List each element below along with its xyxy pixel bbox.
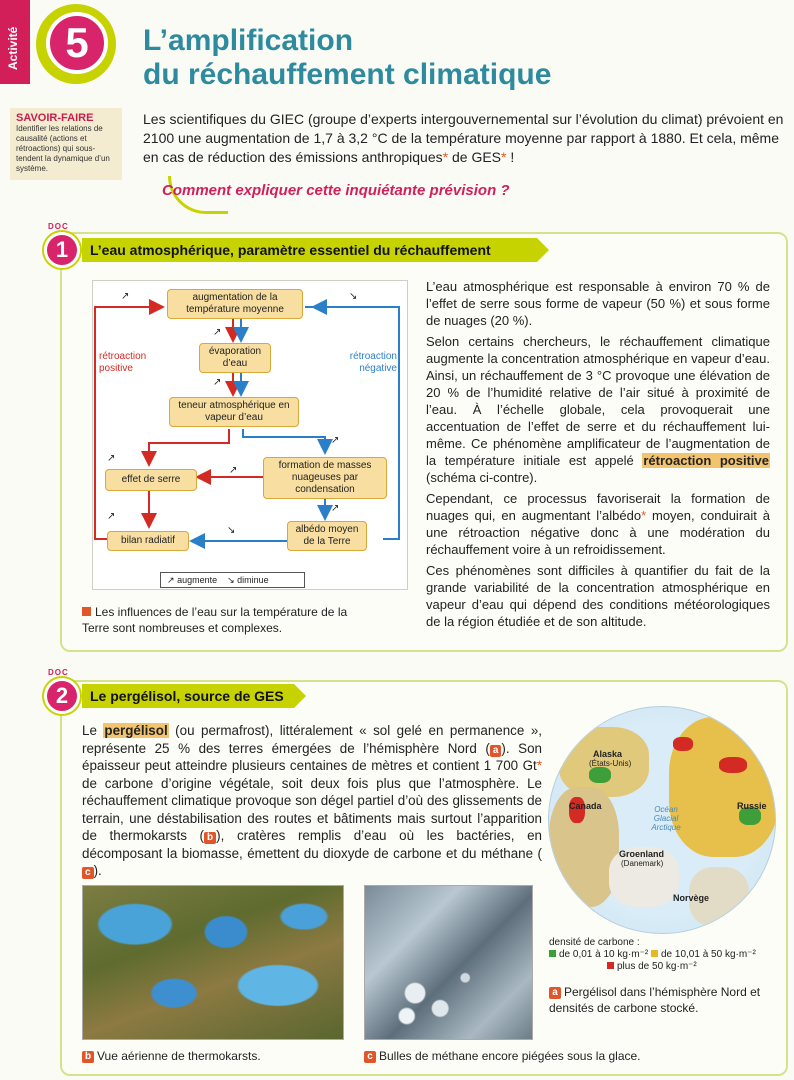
ref-label-b: b [204,832,216,844]
title-line-2: du réchauffement climatique [143,58,552,91]
legend-swatch-low [549,950,556,957]
map-low-density-patch [589,767,611,783]
decrease-icon: ↘ [227,575,235,585]
activity-number: 5 [46,12,108,74]
box-water-vapor-content: teneur atmosphérique en vapeur d’eau [169,397,299,427]
doc2-text-2: (ou permafrost), littéralement « sol gelé en permanence », représente 25 % des terres émergées de l’hémisphère Nord ( [82,723,542,756]
map-label-arctic-ocean: Océan Glacial Arctique [651,805,681,832]
doc1-p3-text: Cependant, ce processus favoriserait la formation de nuages qui, en augmentant l’albédo [426,491,770,523]
map-label-denmark: (Danemark) [621,859,664,868]
map-label-russia: Russie [737,801,767,811]
doc1-paragraph-4: Ces phénomènes sont difficiles à quantifier du fait de la grande variabilité de la concentration atmosphérique en vapeur d’eau qui dépend des conditions météorologiques de la région étudiée et de son altitude. [426,563,770,629]
label-negative-feedback: rétroaction négative [349,351,397,374]
doc1-p2-end: (schéma ci-contre). [426,470,538,485]
glossary-star: * [536,758,542,773]
increase-icon: ↗ [331,503,340,514]
savoir-faire-box [10,108,122,180]
increase-icon: ↗ [121,291,130,302]
decrease-icon: ↘ [349,291,358,302]
caption-c [364,1048,641,1064]
glossary-star: * [501,149,507,165]
title-line-1: L’amplification [143,24,354,57]
label-b: b [82,1051,94,1063]
guiding-question: Comment expliquer cette inquiétante prévision ? [162,182,510,199]
legend-swatch-high [607,962,614,969]
doc1-paragraph-3 [426,490,770,558]
map-label-norway: Norvège [673,893,710,903]
caption-b [82,1048,261,1064]
box-evaporation: évaporation d’eau [199,343,271,373]
intro-text-3: ! [506,149,515,165]
map-high-density-patch [719,757,747,773]
increase-icon: ↗ [107,453,116,464]
box-greenhouse-effect: effet de serre [105,469,197,491]
intro-paragraph [143,110,788,167]
caption-square-icon [82,607,91,616]
caption-c-text: Bulles de méthane encore piégées sous la glace. [379,1049,641,1063]
intro-text-1: Les scientifiques du GIEC (groupe d’experts intergouvernemental sur l’évolution du climat) prévoient en 2100 une augmentation de 1,7 à 3,2 °C de la température moyenne par rapport à 1880. Et cela, même en cas de réduction des émissions anthropiques [143,111,784,165]
legend-increase: augmente [177,575,218,585]
ref-label-a: a [490,745,502,757]
map-label-canada: Canada [569,801,602,811]
water-feedback-diagram [92,280,408,590]
doc1-p2-text: Selon certains chercheurs, le réchauffement climatique augmente la concentration atmosphérique en vapeur d’eau. Ainsi, un réchauffement de 3 °C provoque une élévation de 20 % de l’humidité relative de l’air situé à proximité de l’eau. À l’échelle globale, cela provoquerait une accentuation de l’effet de serre et du réchauffement lui-même. Ce phénomène amplificateur de l’augmentation de la température initiale est appelé [426,334,770,468]
thermokarst-aerial-photo [82,885,344,1040]
doc1-number: 1 [44,232,80,268]
legend-high: plus de 50 kg·m⁻² [617,961,697,972]
caption-b-text: Vue aérienne de thermokarsts. [97,1049,261,1063]
intro-text-2: de GES [448,149,502,165]
doc2-title: Le pergélisol, source de GES [82,684,294,708]
label-positive-feedback: rétroaction positive [99,351,147,374]
doc1-label: DOC [48,222,69,231]
increase-icon: ↗ [229,465,238,476]
doc1-paragraph-2 [426,333,770,486]
glossary-star: * [442,149,449,165]
doc1-title: L’eau atmosphérique, paramètre essentiel du réchauffement [82,238,537,262]
savoir-faire-heading: SAVOIR-FAIRE [16,112,94,124]
diagram-legend [160,572,305,588]
increase-icon: ↗ [213,327,222,338]
increase-icon: ↗ [107,511,116,522]
page-title [143,24,551,92]
legend-swatch-mid [651,950,658,957]
doc2-number: 2 [44,678,80,714]
increase-icon: ↗ [213,377,222,388]
map-high-density-patch [673,737,693,751]
label-a: a [549,987,561,999]
glossary-star: * [641,508,647,523]
activity-tab [0,0,30,84]
box-cloud-formation: formation de masses nuageuses par condensation [263,457,387,499]
doc2-text-4: de carbone d’origine végétale, soit deux fois plus que l’atmosphère. Le réchauffement climatique provoque son dégel partiel d’où des glissements de terrain, une déstabilisation des routes et bâtiments mais surtout l’apparition de thermokarsts ( [82,775,542,843]
doc2-body [82,722,542,880]
doc2-label: DOC [48,668,69,677]
legend-mid: de 10,01 à 50 kg·m⁻² [661,949,756,960]
doc2-text-6: ). [93,863,102,878]
doc2-text-5: ), cratères remplis d’eau où les bactéries, en décomposant la biomasse, émettent du dioxyde de carbone et du méthane ( [82,828,542,861]
positive-loop-arrow [95,307,161,539]
box-albedo: albédo moyen de la Terre [287,521,367,551]
label-c: c [364,1051,376,1063]
highlight-permafrost: pergélisol [104,723,168,738]
ref-label-c: c [82,867,94,879]
caption-a-text: Pergélisol dans l’hémisphère Nord et densités de carbone stocké. [549,985,761,1015]
arctic-permafrost-map [548,706,776,934]
map-legend [549,937,789,973]
map-label-usa: (États-Unis) [589,759,632,768]
map-label-alaska: Alaska [593,749,623,759]
map-label-greenland: Groenland [619,849,665,859]
doc2-text-3: ). Son épaisseur peut atteindre plusieurs centaines de mètres et contient 1 700 Gt [82,740,542,773]
doc1-caption [82,604,352,636]
highlight-positive-feedback: rétroaction positive [643,453,769,468]
doc1-body [426,278,770,634]
activity-label: Activité [6,26,20,70]
doc1-paragraph-1: L’eau atmosphérique est responsable à environ 70 % de l’effet de serre sous forme de vapeur (50 %) et sous forme de nuages (20 %). [426,279,770,328]
legend-decrease: diminue [237,575,269,585]
doc2-text-1: Le [82,723,104,738]
caption-a [549,984,779,1016]
legend-title: densité de carbone : [549,937,640,948]
doc1-p3-end: moyen, conduirait à une rétroaction négative donc à une modération du réchauffement voire à un refroidissement. [426,508,770,557]
savoir-faire-text: Identifier les relations de causalité (actions et rétroactions) qui sous-tendent la dynamique d’un système. [16,124,110,173]
increase-icon: ↗ [167,575,175,585]
methane-bubbles-photo [364,885,533,1040]
decrease-icon: ↘ [227,525,236,536]
doc1-caption-text: Les influences de l’eau sur la température de la Terre sont nombreuses et complexes. [82,605,348,635]
negative-loop-line [305,307,399,539]
legend-low: de 0,01 à 10 kg·m⁻² [559,949,649,960]
box-temperature-increase: augmentation de la température moyenne [167,289,303,319]
increase-icon: ↗ [331,435,340,446]
box-radiative-balance: bilan radiatif [107,531,189,551]
